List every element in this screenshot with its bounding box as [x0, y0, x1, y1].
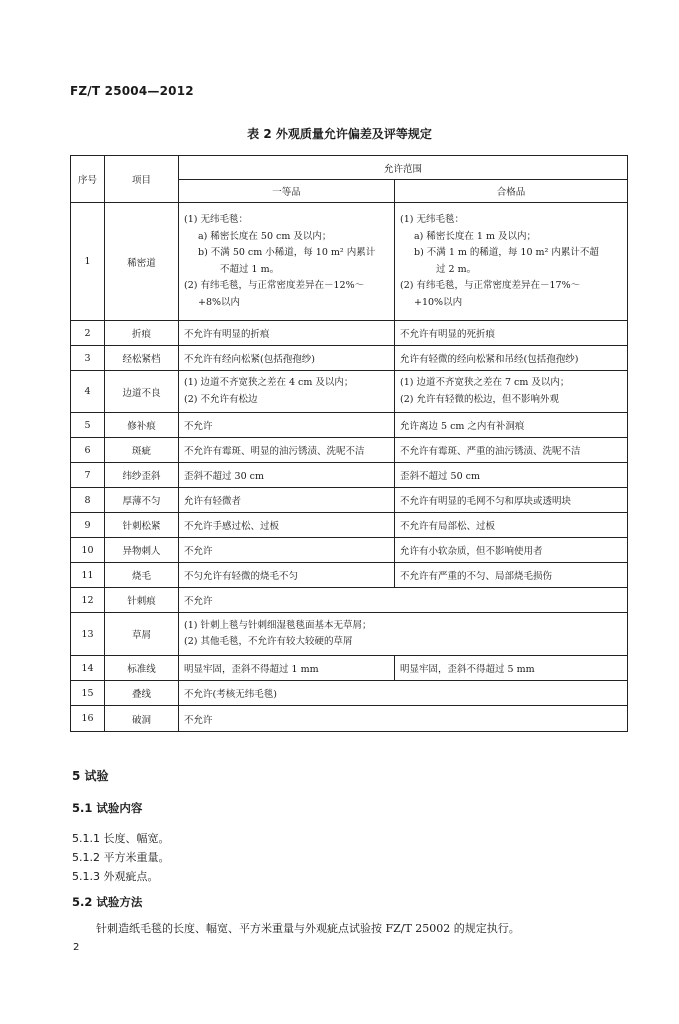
- row-qualified-grade: 不允许有霉斑、严重的油污锈渍、洗呢不洁: [395, 438, 628, 463]
- line: b) 不满 1 m 的稀道，每 10 m² 内累计不超: [414, 247, 599, 258]
- row-first-grade: 不匀允许有轻微的烧毛不匀: [179, 563, 395, 588]
- row-item: 修补痕: [105, 413, 179, 438]
- table-row: [71, 613, 628, 656]
- section-heading-5: 5 试验: [72, 769, 109, 783]
- line: a) 稀密长度在 1 m 及以内；: [414, 230, 537, 242]
- row-no: 12: [71, 588, 105, 613]
- table-row: [71, 488, 628, 513]
- table-row: [71, 371, 628, 413]
- row-qualified-grade: 不允许有明显的死折痕: [395, 321, 628, 346]
- row-item: 针刺痕: [105, 588, 179, 613]
- line: (1) 边道不齐宽狭之差在 7 cm 及以内；: [400, 377, 570, 388]
- line: +8%以内: [198, 296, 241, 308]
- row-qualified-grade: 歪斜不超过 50 cm: [395, 463, 628, 488]
- row-item: 异物刺人: [105, 538, 179, 563]
- clause-5-1-1: 5.1.1 长度、幅宽。: [72, 832, 170, 845]
- row-no: 3: [71, 346, 105, 371]
- row-first-grade: [179, 203, 395, 321]
- clause-5-1-2: 5.1.2 平方米重量。: [72, 851, 170, 864]
- line: b) 不满 50 cm 小稀道，每 10 m² 内累计: [198, 247, 376, 258]
- row-no: 8: [71, 488, 105, 513]
- table-row: [71, 513, 628, 538]
- line: (2) 有纬毛毯，与正常密度差异在－12%～: [184, 280, 365, 291]
- row-item: 叠线: [105, 681, 179, 706]
- row-no: 4: [71, 371, 105, 413]
- header-first-grade: 一等品: [179, 180, 395, 203]
- row-first-grade: 不允许: [179, 413, 395, 438]
- row-no: 10: [71, 538, 105, 563]
- table-row: [71, 438, 628, 463]
- line: (1) 无纬毛毯：: [400, 214, 464, 225]
- line: +10%以内: [414, 296, 463, 308]
- row-item: 草屑: [105, 613, 179, 656]
- row-no: 11: [71, 563, 105, 588]
- line: (1) 针刺上毯与针刺细湿毯毯面基本无草屑；: [184, 619, 372, 631]
- row-item: 稀密道: [105, 203, 179, 321]
- row-item: 经松紧档: [105, 346, 179, 371]
- row-first-grade: 不允许有霉斑、明显的油污锈渍、洗呢不洁: [179, 438, 395, 463]
- row-qualified-grade: 不允许有严重的不匀、局部烧毛损伤: [395, 563, 628, 588]
- table-row: [71, 563, 628, 588]
- row-item: 斑疵: [105, 438, 179, 463]
- row-qualified-grade: 允许有轻微的经向松紧和吊经(包括孢孢纱): [395, 346, 628, 371]
- line: 过 2 m。: [436, 263, 477, 275]
- row-qualified-grade: [395, 203, 628, 321]
- row-no: 16: [71, 706, 105, 732]
- header-allowed-range: 允许范围: [179, 156, 628, 180]
- row-no: 15: [71, 681, 105, 706]
- row-first-grade: 明显牢固，歪斜不得超过 1 mm: [179, 656, 395, 681]
- line: (1) 无纬毛毯：: [184, 214, 248, 225]
- line: 不超过 1 m。: [220, 263, 280, 275]
- row-qualified-grade: 不允许有明显的毛网不匀和厚块或透明块: [395, 488, 628, 513]
- clause-5-1-3: 5.1.3 外观疵点。: [72, 870, 159, 883]
- table-row: [71, 706, 628, 732]
- table-row: [71, 321, 628, 346]
- line: (2) 不允许有松边: [184, 393, 258, 405]
- document-code: FZ/T 25004—2012: [70, 84, 194, 98]
- row-first-grade: 不允许: [179, 538, 395, 563]
- row-item: 破洞: [105, 706, 179, 732]
- line: a) 稀密长度在 50 cm 及以内；: [198, 230, 332, 242]
- table-row: [71, 656, 628, 681]
- row-first-grade: 歪斜不超过 30 cm: [179, 463, 395, 488]
- row-item: 针刺松紧: [105, 513, 179, 538]
- row-item: 纬纱歪斜: [105, 463, 179, 488]
- page-number: 2: [73, 942, 80, 953]
- line: (2) 其他毛毯，不允许有较大较硬的草屑: [184, 636, 353, 647]
- row-no: 1: [71, 203, 105, 321]
- row-item: 标准线: [105, 656, 179, 681]
- table-row: [71, 413, 628, 438]
- row-qualified-grade: [395, 371, 628, 413]
- table-row: [71, 463, 628, 488]
- row-qualified-grade: 允许有小软杂质，但不影响使用者: [395, 538, 628, 563]
- table-title: 表 2 外观质量允许偏差及评等规定: [247, 127, 432, 141]
- row-no: 2: [71, 321, 105, 346]
- table-row: [71, 681, 628, 706]
- row-qualified-grade: 明显牢固，歪斜不得超过 5 mm: [395, 656, 628, 681]
- row-merged-requirement: 不允许: [179, 588, 628, 613]
- row-merged-requirement: 不允许(考核无纬毛毯): [179, 681, 628, 706]
- row-no: 14: [71, 656, 105, 681]
- header-item: 项目: [105, 156, 179, 203]
- row-item: 边道不良: [105, 371, 179, 413]
- row-qualified-grade: 不允许有局部松、过板: [395, 513, 628, 538]
- row-no: 13: [71, 613, 105, 656]
- row-merged-requirement: 不允许: [179, 706, 628, 732]
- row-merged-requirement: [179, 613, 628, 656]
- section-heading-5-1: 5.1 试验内容: [72, 801, 143, 815]
- line: (2) 允许有轻微的松边，但不影响外观: [400, 393, 559, 405]
- table-row: [71, 203, 628, 321]
- row-item: 烧毛: [105, 563, 179, 588]
- row-first-grade: 不允许有明显的折痕: [179, 321, 395, 346]
- row-first-grade: 不允许手感过松、过板: [179, 513, 395, 538]
- table-row: [71, 538, 628, 563]
- row-item: 厚薄不匀: [105, 488, 179, 513]
- test-method-paragraph: 针刺造纸毛毯的长度、幅宽、平方米重量与外观疵点试验按 FZ/T 25002 的规定执行。: [96, 922, 520, 935]
- row-item: 折痕: [105, 321, 179, 346]
- table-row: [71, 588, 628, 613]
- header-qualified-grade: 合格品: [395, 180, 628, 203]
- row-no: 5: [71, 413, 105, 438]
- header-no: 序号: [71, 156, 105, 203]
- quality-table: [70, 155, 628, 732]
- row-no: 7: [71, 463, 105, 488]
- row-no: 9: [71, 513, 105, 538]
- row-first-grade: 允许有轻微者: [179, 488, 395, 513]
- row-first-grade: 不允许有经向松紧(包括孢孢纱): [179, 346, 395, 371]
- line: (1) 边道不齐宽狭之差在 4 cm 及以内；: [184, 377, 354, 388]
- row-first-grade: [179, 371, 395, 413]
- section-heading-5-2: 5.2 试验方法: [72, 895, 143, 909]
- table-row: [71, 346, 628, 371]
- row-qualified-grade: 允许离边 5 cm 之内有补洞痕: [395, 413, 628, 438]
- line: (2) 有纬毛毯，与正常密度差异在－17%～: [400, 280, 581, 291]
- row-no: 6: [71, 438, 105, 463]
